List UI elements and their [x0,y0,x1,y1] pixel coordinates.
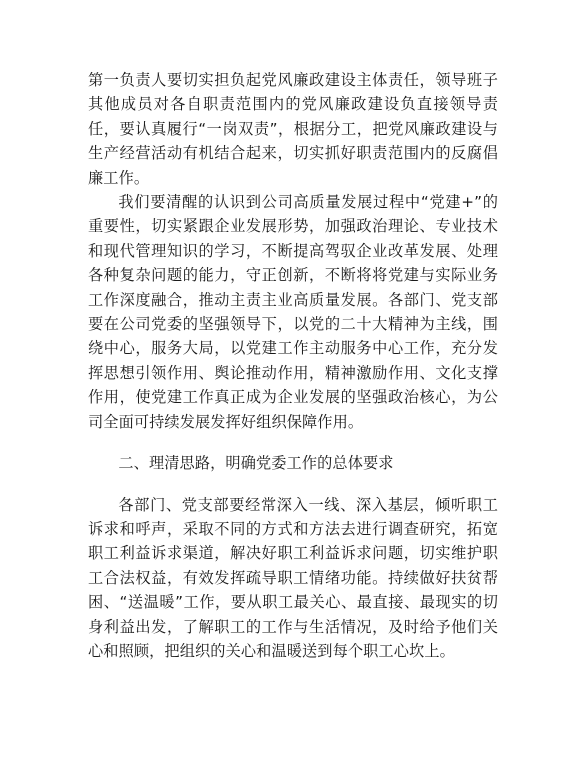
paragraph-employee-care: 各部门、党支部要经常深入一线、深入基层，倾听职工诉求和呼声，采取不同的方式和方法去进行调查研究，拓宽职工利益诉求渠道，解决好职工利益诉求问题，切实维护职工合法权益，有效发挥疏导职工情绪功能。持续做好扶贫帮困、“送温暖”工作，要从职工最关心、最直接、最现实的切身利益出发，了解职工的工作与生活情况，及时给予他们关心和照顾，把组织的关心和温暖送到每个职工心坎上。 [88,495,498,660]
document-body [88,68,498,663]
paragraph-party-building: 我们要清醒的认识到公司高质量发展过程中“党建+”的重要性，切实紧跟企业发展形势，加强政治理论、专业技术和现代管理知识的学习，不断提高驾驭企业改革发展、处理各种复杂问题的能力，守正创新，不断将将党建与实际业务工作深度融合，推动主责主业高质量发展。各部门、党支部要在公司党委的坚强领导下，以党的二十大精神为主线，围绕中心，服务大局，以党建工作主动服务中心工作，充分发挥思想引领作用、舆论推动作用，精神激励作用、文化支撑作用，使党建工作真正成为企业发展的坚强政治核心，为公司全面可持续发展发挥好组织保障作用。 [88,193,498,431]
section-heading: 二、理清思路，明确党委工作的总体要求 [118,454,394,473]
paragraph-responsibility: 第一负责人要切实担负起党风廉政建设主体责任，领导班子其他成员对各自职责范围内的党风廉政建设负直接领导责任，要认真履行“一岗双责”，根据分工，把党风廉政建设与生产经营活动有机结合起来，切实抓好职责范围内的反腐倡廉工作。 [88,71,498,187]
